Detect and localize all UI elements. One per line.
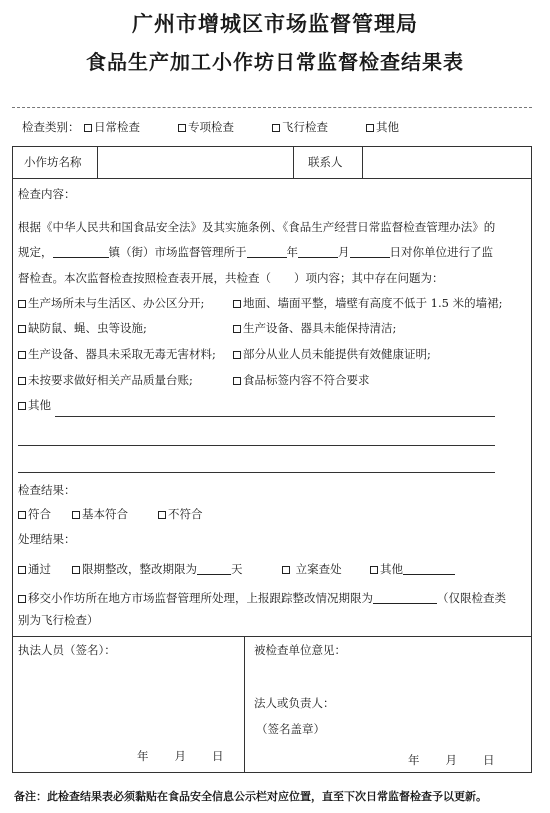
checkbox-icon[interactable] (233, 300, 241, 308)
result-basic[interactable]: 基本符合 (72, 506, 128, 522)
checkbox-icon[interactable] (18, 566, 26, 574)
result-pass[interactable]: 符合 (18, 506, 51, 522)
workshop-name-label: 小作坊名称 (24, 155, 82, 169)
checkbox-icon[interactable] (18, 300, 26, 308)
form-table (12, 146, 532, 773)
col-divider (97, 146, 98, 178)
row-divider (12, 178, 532, 179)
title-line2: 食品生产加工小作坊日常监督检查结果表 (86, 50, 464, 74)
content-para1: 根据《中华人民共和国食品安全法》及其实施条例、《食品生产经营日常监督检查管理办法》的 (18, 220, 496, 234)
contact-label: 联系人 (308, 155, 343, 169)
rectify-days-blank[interactable] (197, 562, 231, 575)
checkbox-icon[interactable] (18, 351, 26, 359)
title-line1: 广州市增城区市场监督管理局 (132, 11, 418, 36)
inspection-type-label: 检查类别： (22, 120, 80, 134)
result-fail[interactable]: 不符合 (158, 506, 203, 522)
issue-item[interactable]: 生产场所未与生活区、办公区分开; (18, 295, 204, 311)
issue-item[interactable]: 未按要求做好相关产品质量台账; (18, 372, 193, 388)
handling-label: 处理结果： (18, 532, 76, 546)
issue-item[interactable]: 地面、墙面平整，墙壁有高度不低于 1.5 米的墙裙; (233, 295, 502, 311)
col-divider (244, 636, 245, 773)
inspection-type-daily[interactable]: 日常检查 (84, 119, 140, 135)
checkbox-icon[interactable] (233, 377, 241, 385)
year-blank[interactable] (247, 245, 287, 258)
checkbox-icon[interactable] (18, 377, 26, 385)
handling-case[interactable]: 立案查处 (282, 561, 342, 577)
issue-item[interactable]: 生产设备、器具未能保持清洁; (233, 320, 396, 336)
handling-other-blank[interactable] (403, 562, 455, 575)
checkbox-icon[interactable] (366, 124, 374, 132)
other-issue-line[interactable] (18, 472, 495, 473)
handling-transfer[interactable]: 移交小作坊所在地方市场监督管理所处理，上报跟踪整改情况期限为 （仅限检查类 (18, 590, 506, 606)
handling-transfer-line2: 别为飞行检查） (18, 613, 99, 627)
checkbox-icon[interactable] (370, 566, 378, 574)
checkbox-icon[interactable] (18, 595, 26, 603)
row-divider (12, 636, 532, 637)
issue-item[interactable]: 生产设备、器具未采取无毒无害材料; (18, 346, 216, 362)
checkbox-icon[interactable] (158, 511, 166, 519)
col-divider (362, 146, 363, 178)
officer-date: 年 月 日 (137, 749, 224, 763)
inspection-type-other[interactable]: 其他 (366, 119, 399, 135)
handling-rectify[interactable]: 限期整改，整改期限为 天 (72, 561, 243, 577)
other-issue-line[interactable] (55, 416, 495, 417)
checkbox-icon[interactable] (72, 511, 80, 519)
issue-item[interactable]: 部分从业人员未能提供有效健康证明; (233, 346, 431, 362)
checkbox-icon[interactable] (233, 351, 241, 359)
checkbox-icon[interactable] (18, 402, 26, 410)
unit-date: 年 月 日 (408, 753, 495, 767)
content-label: 检查内容： (18, 187, 76, 201)
legal-rep-label: 法人或负责人： (254, 696, 335, 710)
month-blank[interactable] (298, 245, 338, 258)
checkbox-icon[interactable] (18, 511, 26, 519)
seal-label: （签名盖章） (256, 722, 325, 736)
footer-note: 备注：此检查结果表必须黏贴在食品安全信息公示栏对应位置，直至下次日常监督检查予以更新。 (14, 790, 487, 803)
transfer-deadline-blank[interactable] (373, 591, 437, 604)
unit-opinion-label: 被检查单位意见： (254, 643, 346, 657)
checkbox-icon[interactable] (18, 325, 26, 333)
checkbox-icon[interactable] (178, 124, 186, 132)
inspection-type-flying[interactable]: 飞行检查 (272, 119, 328, 135)
handling-other[interactable]: 其他 (370, 561, 455, 577)
checkbox-icon[interactable] (84, 124, 92, 132)
col-divider (293, 146, 294, 178)
handling-pass[interactable]: 通过 (18, 561, 51, 577)
result-label: 检查结果： (18, 483, 76, 497)
checkbox-icon[interactable] (272, 124, 280, 132)
day-blank[interactable] (350, 245, 390, 258)
issue-item[interactable]: 缺防鼠、蝇、虫等设施; (18, 320, 147, 336)
checkbox-icon[interactable] (282, 566, 290, 574)
content-para2: 规定， 镇（街）市场监督管理所于 年 月 日对你单位进行了监 (18, 245, 493, 259)
checkbox-icon[interactable] (233, 325, 241, 333)
officer-signature-label: 执法人员（签名）： (18, 643, 116, 657)
inspection-type-special[interactable]: 专项检查 (178, 119, 234, 135)
other-issue-line[interactable] (18, 445, 495, 446)
issue-other[interactable]: 其他 (18, 397, 51, 413)
checkbox-icon[interactable] (72, 566, 80, 574)
inspection-type-row (22, 119, 80, 135)
content-para3: 督检查。本次监督检查按照检查表开展，共检查（ ）项内容；其中存在问题为： (18, 271, 444, 285)
town-blank[interactable] (53, 245, 109, 258)
top-divider (12, 107, 532, 108)
issue-item[interactable]: 食品标签内容不符合要求 (233, 372, 370, 388)
